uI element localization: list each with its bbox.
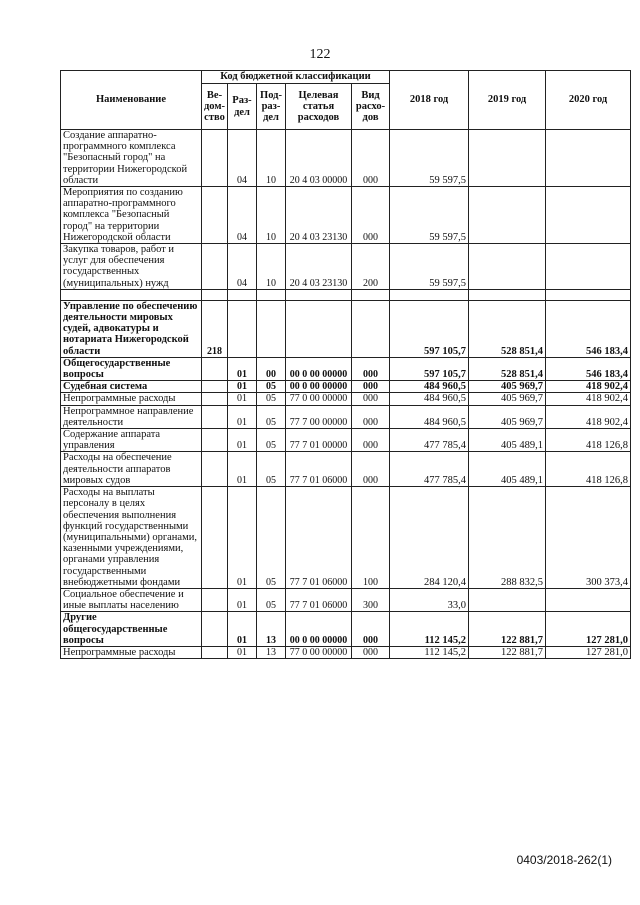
row-podrazdel: 10	[257, 187, 286, 244]
row-value-2019: 528 851,4	[469, 300, 546, 357]
row-name: Закупка товаров, работ и услуг для обеспечения государственных (муниципальных) нужд	[61, 244, 202, 290]
row-razdel: 01	[228, 429, 257, 452]
row-podrazdel: 10	[257, 130, 286, 187]
row-csr	[286, 300, 352, 357]
row-ved	[202, 393, 228, 405]
row-razdel: 01	[228, 381, 257, 393]
row-podrazdel: 10	[257, 244, 286, 290]
row-value-2018: 597 105,7	[390, 300, 469, 357]
header-razdel: Раз-дел	[228, 84, 257, 130]
table-row	[61, 357, 631, 380]
table-row	[61, 244, 631, 290]
row-value-2020	[546, 244, 631, 290]
row-csr: 77 7 01 06000	[286, 487, 352, 589]
table-row	[61, 300, 631, 357]
row-csr: 77 7 00 00000	[286, 405, 352, 428]
row-name: Другие общегосударственные вопросы	[61, 612, 202, 647]
header-2018: 2018 год	[390, 71, 469, 130]
row-csr: 20 4 03 23130	[286, 244, 352, 290]
row-ved	[202, 405, 228, 428]
row-podrazdel: 13	[257, 646, 286, 658]
row-vid	[352, 300, 390, 357]
budget-table	[60, 70, 631, 659]
row-vid: 300	[352, 588, 390, 611]
empty-cell	[546, 289, 631, 300]
row-name: Содержание аппарата управления	[61, 429, 202, 452]
row-razdel: 01	[228, 357, 257, 380]
row-value-2019: 405 489,1	[469, 452, 546, 487]
empty-cell	[352, 289, 390, 300]
row-value-2018: 477 785,4	[390, 429, 469, 452]
row-value-2020: 418 126,8	[546, 429, 631, 452]
row-csr: 00 0 00 00000	[286, 612, 352, 647]
row-podrazdel: 13	[257, 612, 286, 647]
row-podrazdel: 05	[257, 381, 286, 393]
empty-cell	[61, 289, 202, 300]
row-value-2019	[469, 130, 546, 187]
header-podrazdel: Под-раз-дел	[257, 84, 286, 130]
row-name: Расходы на выплаты персоналу в целях обеспечения выполнения функций государственными (муниципальными) органами, казенными учреждениями, органами управления государственными внебюджетными фондами	[61, 487, 202, 589]
header-ved: Ве-дом-ство	[202, 84, 228, 130]
header-name: Наименование	[61, 71, 202, 130]
row-vid: 000	[352, 393, 390, 405]
row-name: Управление по обеспечению деятельности мировых судей, адвокатуры и нотариата Нижегородской области	[61, 300, 202, 357]
row-value-2018: 59 597,5	[390, 244, 469, 290]
row-value-2018: 59 597,5	[390, 130, 469, 187]
row-ved	[202, 487, 228, 589]
empty-cell	[286, 289, 352, 300]
row-value-2018: 112 145,2	[390, 646, 469, 658]
row-value-2018: 484 960,5	[390, 405, 469, 428]
row-ved	[202, 612, 228, 647]
row-csr: 77 0 00 00000	[286, 646, 352, 658]
row-podrazdel: 05	[257, 452, 286, 487]
header-2020: 2020 год	[546, 71, 631, 130]
row-value-2020: 300 373,4	[546, 487, 631, 589]
header-2019: 2019 год	[469, 71, 546, 130]
row-value-2020: 127 281,0	[546, 612, 631, 647]
row-value-2018: 112 145,2	[390, 612, 469, 647]
row-vid: 000	[352, 381, 390, 393]
row-ved	[202, 588, 228, 611]
table-row	[61, 187, 631, 244]
row-value-2020: 418 902,4	[546, 405, 631, 428]
row-ved: 218	[202, 300, 228, 357]
row-vid: 000	[352, 130, 390, 187]
row-value-2019: 288 832,5	[469, 487, 546, 589]
empty-cell	[390, 289, 469, 300]
table-row	[61, 452, 631, 487]
row-name: Непрограммное направление деятельности	[61, 405, 202, 428]
header-row-1	[61, 71, 631, 84]
table-row	[61, 405, 631, 428]
row-csr: 00 0 00 00000	[286, 381, 352, 393]
row-name: Непрограммные расходы	[61, 646, 202, 658]
row-value-2020	[546, 130, 631, 187]
row-value-2020	[546, 187, 631, 244]
empty-cell	[257, 289, 286, 300]
row-vid: 000	[352, 405, 390, 428]
row-razdel: 01	[228, 393, 257, 405]
row-name: Судебная система	[61, 381, 202, 393]
table-row	[61, 588, 631, 611]
row-csr: 20 4 03 00000	[286, 130, 352, 187]
row-ved	[202, 244, 228, 290]
table-row	[61, 487, 631, 589]
row-razdel: 01	[228, 452, 257, 487]
row-ved	[202, 381, 228, 393]
row-razdel: 01	[228, 646, 257, 658]
row-value-2018: 59 597,5	[390, 187, 469, 244]
row-vid: 000	[352, 612, 390, 647]
row-csr: 77 7 01 06000	[286, 452, 352, 487]
row-podrazdel: 05	[257, 393, 286, 405]
row-value-2020: 127 281,0	[546, 646, 631, 658]
empty-cell	[202, 289, 228, 300]
row-value-2019: 405 969,7	[469, 393, 546, 405]
row-value-2018: 484 960,5	[390, 393, 469, 405]
row-name: Социальное обеспечение и иные выплаты населению	[61, 588, 202, 611]
row-value-2020: 418 126,8	[546, 452, 631, 487]
row-csr: 77 7 01 00000	[286, 429, 352, 452]
row-podrazdel	[257, 300, 286, 357]
header-vid: Вид расхо-дов	[352, 84, 390, 130]
row-razdel: 01	[228, 612, 257, 647]
row-value-2019: 405 969,7	[469, 405, 546, 428]
row-razdel: 04	[228, 244, 257, 290]
row-value-2019	[469, 244, 546, 290]
row-value-2019: 122 881,7	[469, 646, 546, 658]
row-razdel: 01	[228, 588, 257, 611]
row-value-2018: 477 785,4	[390, 452, 469, 487]
table-body	[61, 130, 631, 659]
row-name: Непрограммные расходы	[61, 393, 202, 405]
page-number: 122	[309, 47, 331, 62]
row-podrazdel: 05	[257, 429, 286, 452]
row-csr: 20 4 03 23130	[286, 187, 352, 244]
document-code: 0403/2018-262(1)	[516, 853, 612, 867]
row-name: Мероприятия по созданию аппаратно-программного комплекса "Безопасный город" на территории Нижегородской области	[61, 187, 202, 244]
row-vid: 000	[352, 452, 390, 487]
separator-row	[61, 289, 631, 300]
table-row	[61, 130, 631, 187]
empty-cell	[228, 289, 257, 300]
table-row	[61, 393, 631, 405]
row-razdel: 01	[228, 487, 257, 589]
row-podrazdel: 00	[257, 357, 286, 380]
row-ved	[202, 429, 228, 452]
empty-cell	[469, 289, 546, 300]
header-csr: Целевая статья расходов	[286, 84, 352, 130]
row-value-2019	[469, 588, 546, 611]
row-vid: 000	[352, 646, 390, 658]
row-value-2019: 528 851,4	[469, 357, 546, 380]
row-csr: 77 0 00 00000	[286, 393, 352, 405]
row-podrazdel: 05	[257, 405, 286, 428]
row-csr: 77 7 01 06000	[286, 588, 352, 611]
row-ved	[202, 452, 228, 487]
row-value-2020	[546, 588, 631, 611]
row-value-2019: 122 881,7	[469, 612, 546, 647]
row-razdel	[228, 300, 257, 357]
table-row	[61, 429, 631, 452]
row-razdel: 04	[228, 187, 257, 244]
row-value-2019	[469, 187, 546, 244]
row-csr: 00 0 00 00000	[286, 357, 352, 380]
row-ved	[202, 130, 228, 187]
row-value-2020: 546 183,4	[546, 300, 631, 357]
row-value-2018: 597 105,7	[390, 357, 469, 380]
row-value-2018: 33,0	[390, 588, 469, 611]
row-vid: 000	[352, 429, 390, 452]
table-row	[61, 646, 631, 658]
header-code-group: Код бюджетной классификации	[202, 71, 390, 84]
row-vid: 100	[352, 487, 390, 589]
row-vid: 200	[352, 244, 390, 290]
row-podrazdel: 05	[257, 588, 286, 611]
row-ved	[202, 646, 228, 658]
row-razdel: 01	[228, 405, 257, 428]
row-ved	[202, 187, 228, 244]
table-row	[61, 612, 631, 647]
row-ved	[202, 357, 228, 380]
table-row	[61, 381, 631, 393]
row-value-2020: 418 902,4	[546, 393, 631, 405]
row-vid: 000	[352, 187, 390, 244]
row-value-2018: 284 120,4	[390, 487, 469, 589]
row-podrazdel: 05	[257, 487, 286, 589]
row-vid: 000	[352, 357, 390, 380]
row-value-2019: 405 969,7	[469, 381, 546, 393]
row-value-2020: 546 183,4	[546, 357, 631, 380]
row-razdel: 04	[228, 130, 257, 187]
row-name: Расходы на обеспечение деятельности аппаратов мировых судов	[61, 452, 202, 487]
row-value-2019: 405 489,1	[469, 429, 546, 452]
row-value-2018: 484 960,5	[390, 381, 469, 393]
row-name: Общегосударственные вопросы	[61, 357, 202, 380]
row-value-2020: 418 902,4	[546, 381, 631, 393]
row-name: Создание аппаратно-программного комплекса "Безопасный город" на территории Нижегородской области	[61, 130, 202, 187]
